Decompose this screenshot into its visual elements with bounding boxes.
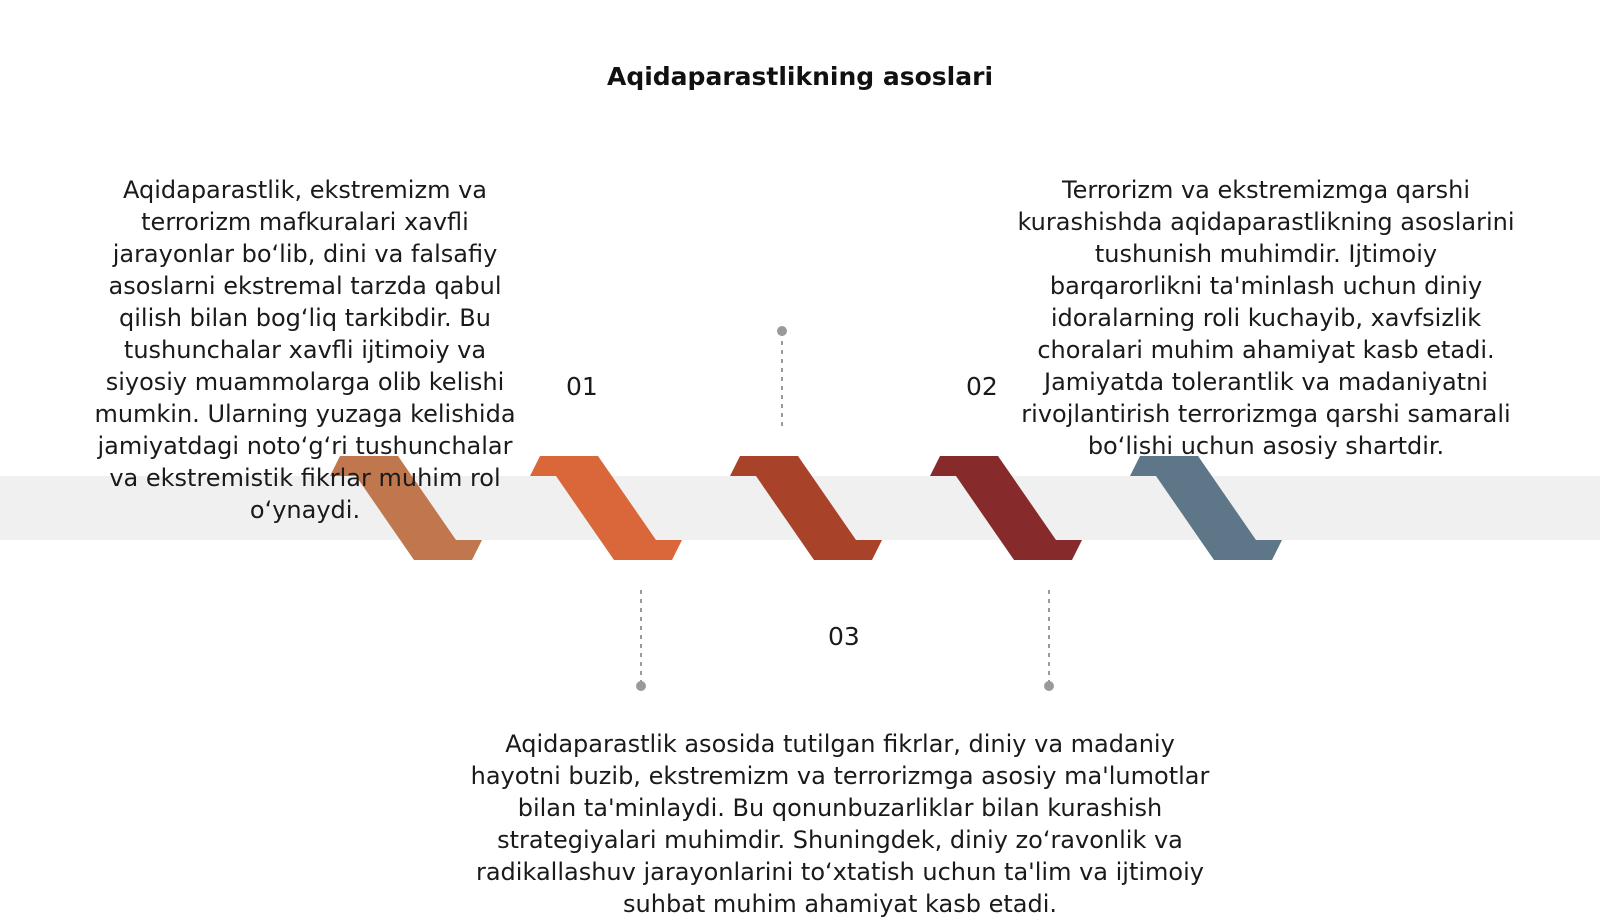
chevron-arrow-4 [930, 456, 1082, 560]
step-2-text: Terrorizm va ekstremizmga qarshi kurashishda aqidaparastlikning asoslarini tushunish muhimdir. Ijtimoiy barqarorlikni ta'minlash uchun diniy idoralarning roli kuchayib, xavfsizlik choralari muhim ahamiyat kasb etadi. Jamiyatda tolerantlik va madaniyatni rivojlantirish terrorizmga qarshi samarali bo‘lishi uchun asosiy shartdir. [1017, 176, 1515, 460]
chevron-arrow-5 [1130, 456, 1282, 560]
chevron-arrow-3 [730, 456, 882, 560]
step-1-text: Aqidaparastlik, ekstremizm va terrorizm mafkuralari xavfli jarayonlar bo‘lib, dini va falsafiy asoslarni ekstremal tarzda qabul qilish bilan bog‘liq tarkibdir. Bu tushunchalar xavfli ijtimoiy va siyosiy muammolarga olib kelishi mumkin. Ularning yuzaga kelishida jamiyatdagi noto‘g‘ri tushunchalar va ekstremistik fikrlar muhim rol o‘ynaydi. [94, 176, 516, 524]
step-2-number: 02 [966, 372, 998, 401]
connector-dot-bottom-left [636, 681, 646, 691]
step-3-number: 03 [828, 622, 860, 651]
chevron-arrow-2 [530, 456, 682, 560]
slide-title: Aqidaparastlikning asoslari [606, 62, 994, 91]
connector-dot-bottom-right [1044, 681, 1054, 691]
step-3-text: Aqidaparastlik asosida tutilgan fikrlar, diniy va madaniy hayotni buzib, ekstremizm va terrorizmga asosiy ma'lumotlar bilan ta'minlaydi. Bu qonunbuzarliklar bilan kurashish strategiyalari muhimdir. Shuningdek, diniy zo‘ravonlik va radikallashuv jarayonlarini to‘xtatish uchun ta'lim va ijtimoiy suhbat muhim ahamiyat kasb etadi. [470, 730, 1210, 918]
connector-dot-top [777, 326, 787, 336]
step-1-number: 01 [566, 372, 598, 401]
